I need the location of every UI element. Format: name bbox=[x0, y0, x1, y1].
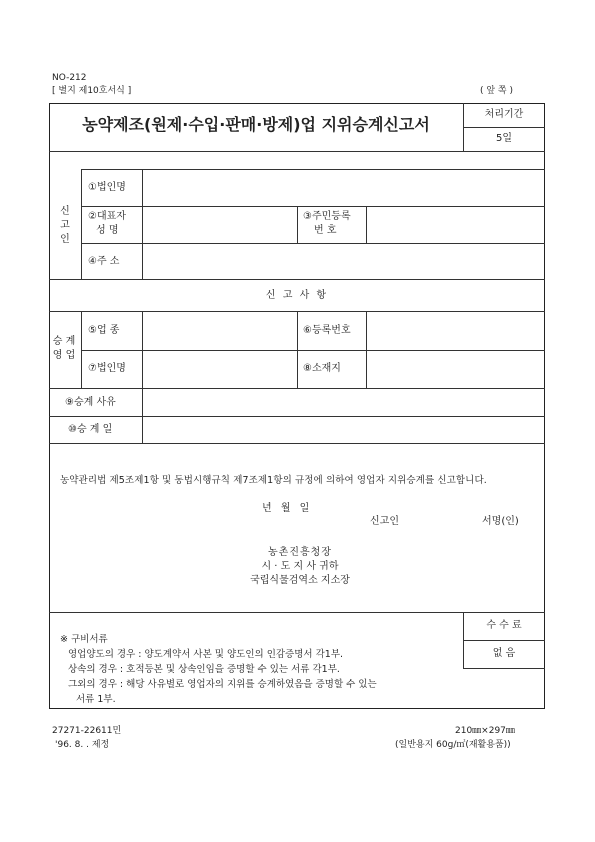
reporter-label: 신고인 bbox=[370, 516, 399, 527]
required-doc-item-2: 상속의 경우 : 호적등본 및 상속인임을 증명할 수 있는 서류 각1부. bbox=[68, 664, 340, 675]
recipient-line-1: 농촌진흥청장 bbox=[268, 547, 332, 558]
paper-size: 210㎜×297㎜ bbox=[455, 726, 515, 736]
resident-id-label: ③주민등록 bbox=[303, 211, 351, 222]
representative-name-label: 성 명 bbox=[96, 225, 119, 236]
required-doc-item-3-cont: 서류 1부. bbox=[76, 694, 116, 705]
location-label: ⑧소재지 bbox=[303, 363, 341, 374]
form-type: [ 별지 제10호서식 ] bbox=[52, 86, 132, 96]
applicant-group-label: 신 고 인 bbox=[60, 206, 70, 245]
representative-label: ②대표자 bbox=[88, 211, 126, 222]
applicant-group-divider bbox=[81, 169, 82, 279]
corp-name-label: ①법인명 bbox=[88, 182, 126, 193]
processing-label: 처리기간 bbox=[484, 109, 524, 120]
successor-bottom-line bbox=[49, 388, 545, 389]
successor-row-line bbox=[81, 350, 545, 351]
resident-id-number-label: 번 호 bbox=[314, 225, 337, 236]
successor-group-label: 승 계 영 업 bbox=[52, 336, 76, 361]
docs-top-line bbox=[49, 612, 545, 613]
form-number: NO-212 bbox=[52, 73, 87, 83]
applicant-row-line-2 bbox=[81, 243, 545, 244]
fee-bottom-line bbox=[463, 668, 545, 669]
recipient-line-2: 시 · 도 지 사 귀하 bbox=[261, 561, 339, 572]
applicant-row-line-1 bbox=[81, 206, 545, 207]
succession-reason-label: ⑨승계 사유 bbox=[65, 397, 116, 408]
paper-type: (일반용지 60g/㎡(재활용품)) bbox=[395, 740, 511, 750]
required-doc-item-3: 그외의 경우 : 해당 사유별로 영업자의 지위를 승계하였음을 증명할 수 있는 bbox=[68, 679, 377, 690]
reason-bottom-line bbox=[49, 416, 545, 417]
required-docs-title: ※ 구비서류 bbox=[60, 634, 108, 645]
applicant-label-divider bbox=[142, 169, 143, 279]
business-type-label: ⑤업 종 bbox=[88, 325, 120, 336]
succession-date-label: ⑩승 계 일 bbox=[68, 424, 113, 435]
required-doc-item-1: 영업양도의 경우 : 양도계약서 사본 및 양도인의 인감증명서 각1부. bbox=[68, 649, 344, 660]
required-documents bbox=[60, 632, 377, 707]
page-side: ( 앞 쪽 ) bbox=[480, 86, 513, 96]
processing-value: 5일 bbox=[495, 133, 513, 144]
fee-value: 없 음 bbox=[492, 648, 516, 659]
processing-divider bbox=[463, 127, 545, 128]
applicant-top-line bbox=[81, 169, 545, 170]
fee-label: 수 수 료 bbox=[486, 620, 522, 631]
date-line: 년 월 일 bbox=[262, 503, 310, 514]
successor-corp-name-label: ⑦법인명 bbox=[88, 363, 126, 374]
signature-label: 서명(인) bbox=[482, 516, 519, 527]
registration-number-label: ⑥등록번호 bbox=[303, 325, 351, 336]
fee-mid-line bbox=[463, 640, 545, 641]
id-label-left-divider bbox=[297, 206, 298, 243]
date-bottom-line bbox=[49, 443, 545, 444]
successor-mid-left-divider bbox=[297, 311, 298, 388]
form-code: 27271-22611민 bbox=[52, 726, 122, 736]
enactment-date: '96. 8. . 제정 bbox=[55, 740, 110, 750]
address-label: ④주 소 bbox=[88, 256, 120, 267]
recipient-line-3: 국립식물검역소 지소장 bbox=[250, 575, 350, 586]
declaration-statement: 농약관리법 제5조제1항 및 동법시행규칙 제7조제1항의 규정에 의하여 영업자 지위승계를 신고합니다. bbox=[60, 475, 487, 486]
title-bottom-line bbox=[49, 151, 545, 152]
report-items-header: 신 고 사 항 bbox=[265, 290, 329, 301]
successor-mid-right-divider bbox=[366, 311, 367, 388]
applicant-bottom-line bbox=[49, 279, 545, 280]
form-title: 농약제조(원제·수입·판매·방제)업 지위승계신고서 bbox=[82, 115, 430, 134]
id-label-right-divider bbox=[366, 206, 367, 243]
